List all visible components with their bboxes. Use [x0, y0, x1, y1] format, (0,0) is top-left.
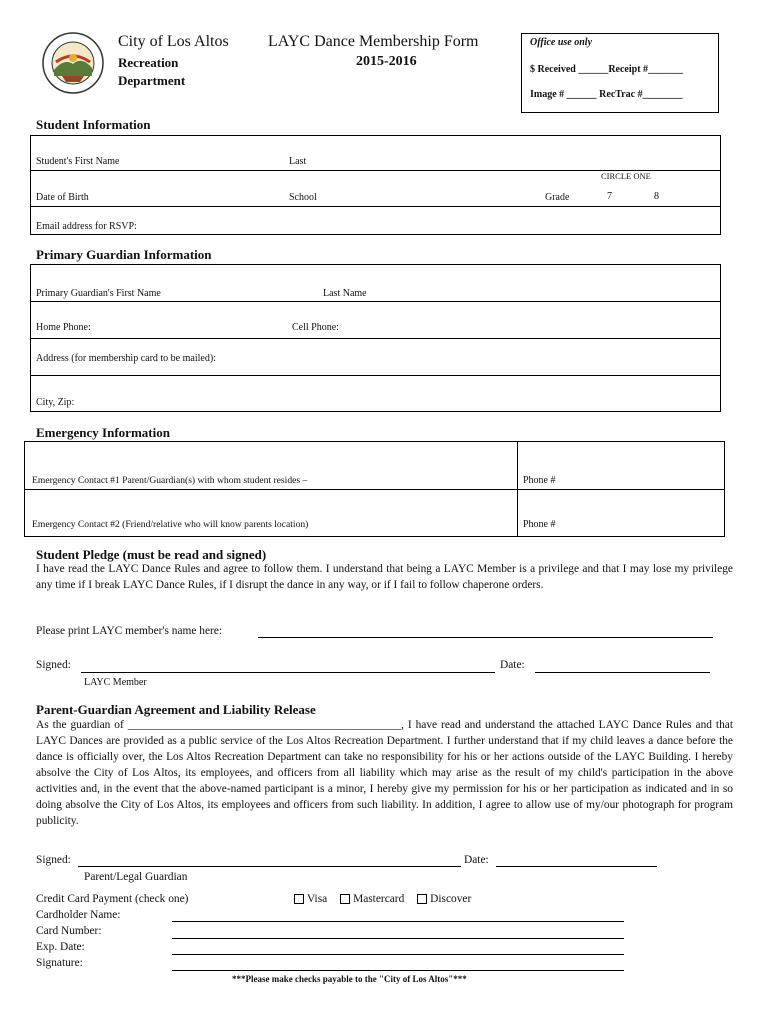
student-info-box — [30, 135, 721, 235]
office-use-title: Office use only — [530, 37, 593, 48]
card-signature-label: Signature: — [36, 957, 83, 969]
date-of-birth-field[interactable]: Date of Birth — [36, 192, 89, 203]
member-date-line[interactable] — [535, 672, 710, 673]
member-date-label: Date: — [500, 659, 525, 671]
credit-card-payment-label: Credit Card Payment (check one) — [36, 893, 189, 905]
city-title: City of Los Altos — [118, 33, 229, 50]
card-type-options — [288, 893, 471, 905]
print-member-name-label: Please print LAYC member's name here: — [36, 625, 223, 637]
member-signed-label: Signed: — [36, 659, 71, 671]
guardian-last-name-field[interactable]: Last Name — [323, 288, 367, 299]
guardian-signed-label: Signed: — [36, 854, 71, 866]
card-number-label: Card Number: — [36, 925, 102, 937]
emergency-contact-1-field[interactable]: Emergency Contact #1 Parent/Guardian(s) with whom student resides – — [32, 475, 308, 486]
card-signature-line[interactable] — [172, 970, 624, 971]
exp-date-line[interactable] — [172, 954, 624, 955]
discover-checkbox[interactable] — [417, 894, 427, 904]
discover-label: Discover — [430, 893, 472, 905]
checks-payable-note: ***Please make checks payable to the "City of Los Altos"*** — [232, 974, 467, 984]
student-pledge-text: I have read the LAYC Dance Rules and agree to follow them. I understand that being a LAYC Member is a privilege and that I may lose my privilege any time if I break LAYC Dance Rules, if I disrupt the dance in any way, or if I fail to follow chaperone orders. — [36, 563, 733, 591]
grade-8-option[interactable]: 8 — [654, 191, 659, 202]
guardian-info-heading: Primary Guardian Information — [36, 247, 212, 262]
cell-phone-field[interactable]: Cell Phone: — [292, 322, 339, 333]
member-signature-line[interactable] — [81, 672, 495, 673]
circle-one-label: CIRCLE ONE — [601, 171, 651, 181]
print-member-name-line[interactable] — [258, 637, 713, 638]
email-field[interactable]: Email address for RSVP: — [36, 221, 137, 232]
emergency-info-heading: Emergency Information — [36, 425, 170, 440]
department-name: Recreation Department — [118, 55, 186, 88]
cardholder-name-label: Cardholder Name: — [36, 909, 121, 921]
exp-date-label: Exp. Date: — [36, 941, 85, 953]
visa-checkbox[interactable] — [294, 894, 304, 904]
grade-label: Grade — [545, 192, 570, 203]
form-year: 2015-2016 — [356, 54, 417, 69]
office-use-box — [521, 33, 719, 113]
guardian-signature-line[interactable] — [78, 866, 461, 867]
school-field[interactable]: School — [289, 192, 317, 203]
cardholder-name-line[interactable] — [172, 921, 624, 922]
grade-7-option[interactable]: 7 — [607, 191, 612, 202]
guardian-first-name-field[interactable]: Primary Guardian's First Name — [36, 288, 161, 299]
form-title: LAYC Dance Membership Form — [268, 33, 479, 50]
emergency-phone-1-field[interactable]: Phone # — [523, 475, 556, 486]
city-zip-field[interactable]: City, Zip: — [36, 397, 75, 408]
student-info-heading: Student Information — [36, 117, 151, 132]
city-seal-logo — [42, 32, 104, 94]
guardian-date-label: Date: — [464, 854, 489, 866]
card-number-line[interactable] — [172, 938, 624, 939]
home-phone-field[interactable]: Home Phone: — [36, 322, 91, 333]
mastercard-checkbox[interactable] — [340, 894, 350, 904]
address-field[interactable]: Address (for membership card to be mailed): — [36, 353, 216, 364]
parent-guardian-caption: Parent/Legal Guardian — [84, 871, 188, 883]
mastercard-label: Mastercard — [353, 893, 405, 905]
guardian-info-box — [30, 264, 721, 412]
received-receipt-field[interactable]: $ Received ______Receipt #_______ — [530, 64, 684, 75]
emergency-phone-2-field[interactable]: Phone # — [523, 519, 556, 530]
student-first-name-field[interactable]: Student's First Name — [36, 156, 120, 167]
liability-release-text: As the guardian of ________________________________________________, I have read and understand the attached LAYC Dance Rules and that LAYC Dances are provided as a public service of the Los Altos Recreation Department. I further understand that if my child leaves a dance before the dance is officially over, the Los Altos Recreation Department can take no responsibility for his or her actions outside of the LAYC Building. I hereby absolve the City of Los Altos, its employees, and officers from all liability which may arise as the result of my child's participation in the above activities and, in the event that the above-named participant is a minor, I hereby give my permission for his or her participation as indicated and in so doing absolve the City of Los Altos, its employees and officers from such liability. In addition, I agree to allow use of my/our photograph for program publicity. — [36, 719, 733, 827]
student-last-name-field[interactable]: Last — [289, 156, 307, 167]
liability-release-heading: Parent-Guardian Agreement and Liability Release — [36, 702, 316, 717]
layc-member-caption: LAYC Member — [84, 677, 147, 688]
guardian-date-line[interactable] — [496, 866, 657, 867]
student-pledge-heading: Student Pledge (must be read and signed) — [36, 547, 267, 562]
visa-label: Visa — [307, 893, 328, 905]
image-rectrac-field[interactable]: Image # ______ RecTrac #________ — [530, 89, 683, 100]
emergency-contact-2-field[interactable]: Emergency Contact #2 (Friend/relative who will know parents location) — [32, 519, 309, 530]
